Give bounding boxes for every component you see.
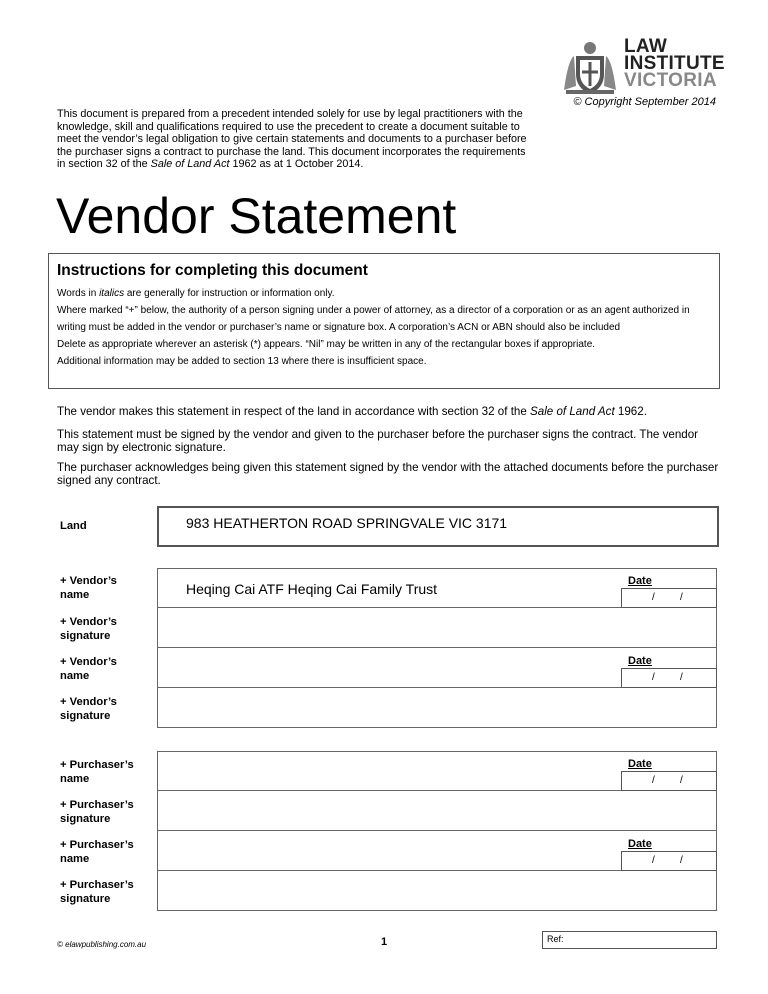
vs2b: signature (60, 710, 111, 722)
vs2a: + Vendor’s (60, 696, 117, 708)
intro-act: Sale of Land Act (150, 158, 230, 171)
vendor-name-label-1 (60, 574, 117, 602)
statement-para-2: This statement must be signed by the vendor and given to the purchaser before the purchaser signs the contract. The vendor may sign by electronic signature. (57, 428, 699, 454)
intro-text-end: 1962 as at 1 October 2014. (229, 158, 364, 171)
vl2b: name (60, 670, 90, 682)
instructions-line-3: Delete as appropriate wherever an asterisk (*) appears. “Nil” may be written in any of the rectangular boxes if appropriate. (57, 339, 596, 350)
purchaser-date-label-1: Date (628, 758, 652, 770)
vendor-signature-field-1[interactable] (157, 608, 717, 648)
p1b: Sale of Land Act (530, 405, 615, 418)
land-label: Land (60, 520, 87, 532)
copyright-note: © Copyright September 2014 (573, 96, 716, 108)
instructions-line-1 (57, 285, 711, 302)
instr-l1a: Words in (57, 288, 100, 299)
vendor-date-field-2[interactable] (621, 668, 717, 688)
p1c: 1962. (614, 405, 647, 418)
vendor-date-label-1: Date (628, 575, 652, 587)
p1a: The vendor makes this statement in respect of the land in accordance with section 32 of the (57, 405, 531, 418)
vl1a: + Vendor’s (60, 575, 117, 587)
ps2b: signature (60, 893, 111, 905)
instructions-box (48, 253, 720, 389)
ps1b: signature (60, 813, 111, 825)
pl1b: name (60, 773, 90, 785)
vendor-name-label-2 (60, 655, 117, 683)
statement-para-1 (57, 405, 722, 418)
instr-l1b: italics (99, 288, 125, 299)
purchaser-date-field-2[interactable] (621, 851, 717, 871)
purchaser-date-label-2: Date (628, 838, 652, 850)
date-slash: / (680, 855, 683, 866)
intro-paragraph (57, 108, 527, 171)
date-slash: / (652, 592, 655, 603)
page-title: Vendor Statement (56, 188, 457, 244)
purchaser-sig-label-1 (60, 798, 134, 826)
vs1a: + Vendor’s (60, 616, 117, 628)
pl2b: name (60, 853, 90, 865)
vendor-date-field-1[interactable] (621, 588, 717, 608)
purchaser-sig-label-2 (60, 878, 134, 906)
vl2a: + Vendor’s (60, 656, 117, 668)
crest-icon (562, 38, 618, 96)
instr-l1c: are generally for instruction or information only. (124, 288, 335, 299)
vendor-sig-label-2 (60, 695, 117, 723)
ref-label: Ref: (547, 934, 564, 944)
purchaser-signature-field-2[interactable] (157, 871, 717, 911)
instructions-line-2: Where marked “+” below, the authority of a person signing under a power of attorney, as a director of a corporation or as an agent authorized in writing must be added in the vendor or purchaser’s name or signature box. A corporation’s ACN or ABN should also be included (57, 305, 690, 333)
vendor-date-label-2: Date (628, 655, 652, 667)
instructions-heading: Instructions for completing this document (57, 262, 368, 279)
vs1b: signature (60, 630, 111, 642)
date-slash: / (680, 775, 683, 786)
logo-line-1: LAW (624, 36, 668, 57)
ref-field[interactable] (542, 931, 717, 949)
date-slash: / (652, 775, 655, 786)
vl1b: name (60, 589, 90, 601)
purchaser-date-field-1[interactable] (621, 771, 717, 791)
purchaser-signature-field-1[interactable] (157, 791, 717, 831)
instructions-line-4: Additional information may be added to section 13 where there is insufficient space. (57, 356, 427, 367)
footer-site: © elawpublishing.com.au (57, 940, 147, 949)
date-slash: / (680, 672, 683, 683)
date-slash: / (652, 672, 655, 683)
land-value: 983 HEATHERTON ROAD SPRINGVALE VIC 3171 (186, 515, 508, 531)
date-slash: / (680, 592, 683, 603)
vendor-name-value-1: Heqing Cai ATF Heqing Cai Family Trust (186, 581, 438, 597)
ps2a: + Purchaser’s (60, 879, 134, 891)
date-slash: / (652, 855, 655, 866)
page-number: 1 (381, 936, 388, 948)
pl2a: + Purchaser’s (60, 839, 134, 851)
ps1a: + Purchaser’s (60, 799, 134, 811)
pl1a: + Purchaser’s (60, 759, 134, 771)
vendor-signature-field-2[interactable] (157, 688, 717, 728)
purchaser-name-label-2 (60, 838, 134, 866)
logo-line-2: INSTITUTE (624, 53, 725, 74)
logo-line-3: VICTORIA (624, 70, 717, 91)
purchaser-name-label-1 (60, 758, 134, 786)
vendor-sig-label-1 (60, 615, 117, 643)
law-institute-logo (562, 36, 725, 96)
intro-text: This document is prepared from a precedent intended solely for use by legal practitioners with the knowledge, skill and qualifications required to use the precedent to create a document suitable to meet the vendor’s legal obligation to give certain statements and documents to a purchaser before the purchaser signs a contract to purchase the land. This document incorporates the requirements in section 32 of the (57, 108, 527, 171)
statement-para-3: The purchaser acknowledges being given this statement signed by the vendor with the attached documents before the purchaser signed any contract. (57, 461, 719, 487)
